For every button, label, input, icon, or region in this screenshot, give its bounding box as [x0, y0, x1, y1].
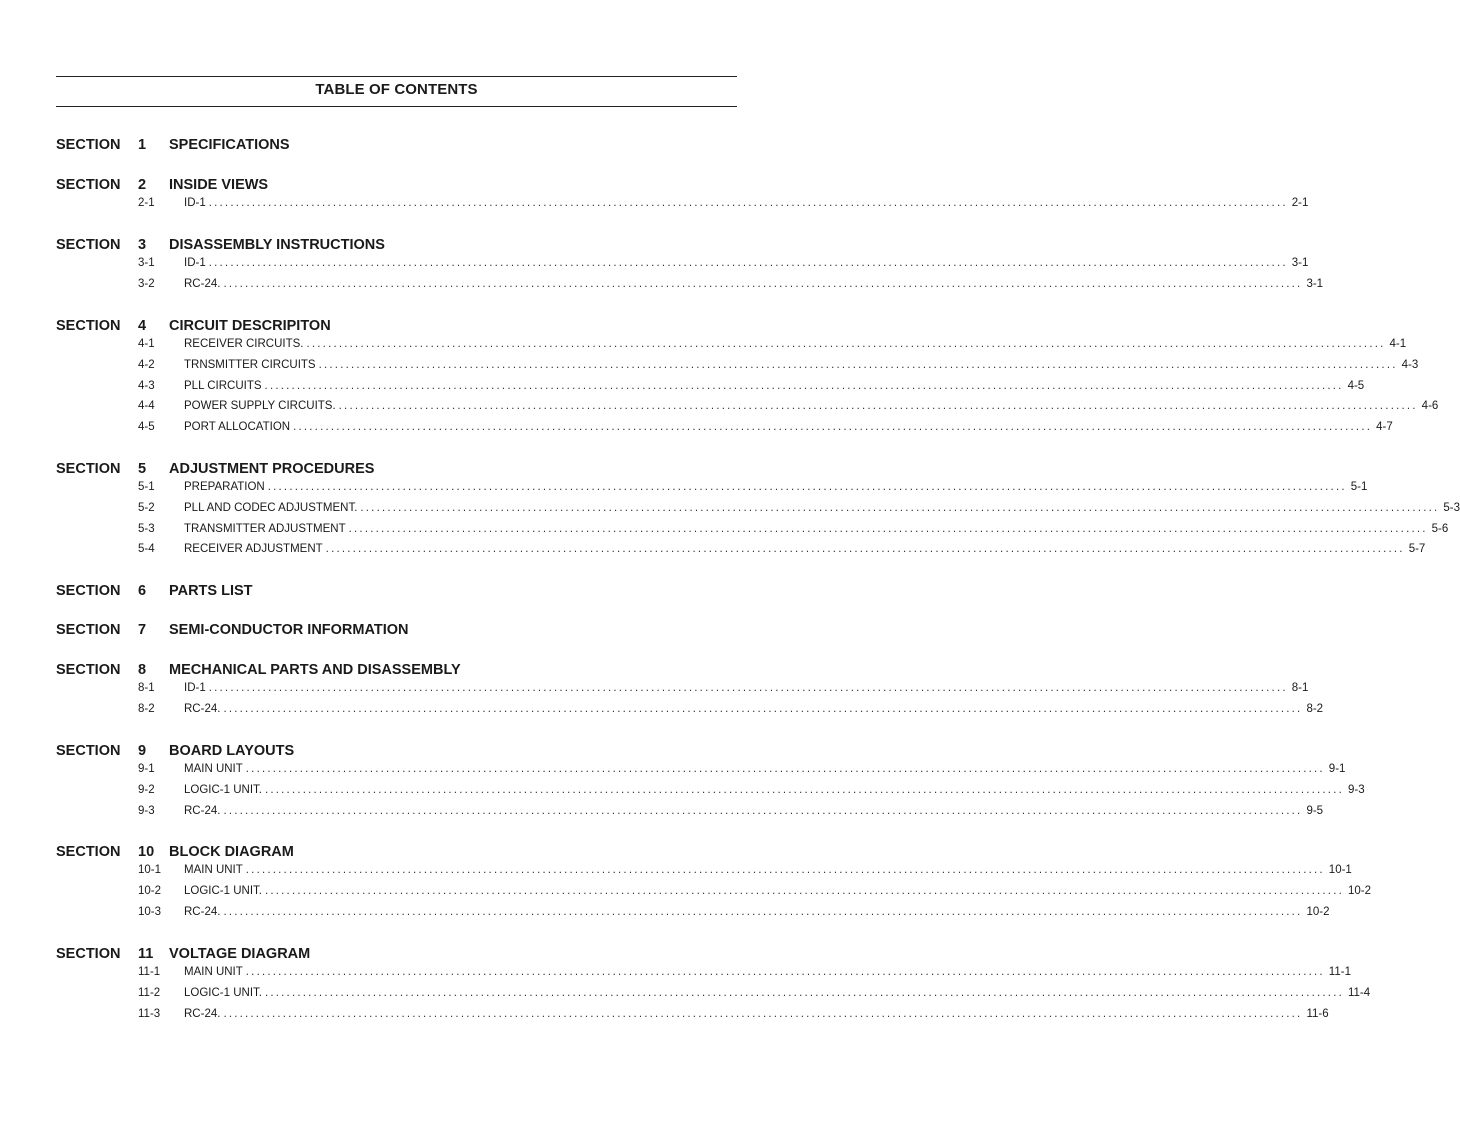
section-title: VOLTAGE DIAGRAM	[169, 946, 311, 962]
entry-line	[184, 257, 1309, 269]
entry-line	[184, 864, 1352, 876]
dot-leader: ........................................................................................................................................................................................................	[318, 358, 1398, 371]
entry-page: 3-1	[1306, 277, 1324, 290]
entry-page: 4-1	[1389, 338, 1407, 350]
entry-page: 10-1	[1328, 864, 1352, 876]
dot-leader: ........................................................................................................................................................................................................	[338, 400, 1418, 413]
entry-page: 5-3	[1443, 501, 1460, 514]
section-label: SECTION	[56, 743, 121, 759]
section-label: SECTION	[56, 137, 121, 153]
entry-number: 3-1	[138, 257, 155, 269]
entry-line	[184, 421, 1393, 434]
section-number: 7	[138, 622, 147, 638]
entry-number: 4-3	[138, 379, 155, 392]
page-title: TABLE OF CONTENTS	[315, 81, 478, 98]
entry-number: 9-3	[138, 804, 155, 817]
header-rule-top	[56, 76, 737, 77]
dot-leader: ........................................................................................................................................................................................................	[264, 783, 1344, 796]
entry-number: 5-3	[138, 522, 155, 535]
entry-line	[184, 804, 1324, 817]
entry-number: 4-1	[138, 338, 155, 350]
entry-line	[184, 277, 1324, 290]
section-number: 8	[138, 662, 147, 678]
entry-number: 10-2	[138, 884, 162, 897]
entry-number: 11-2	[138, 986, 161, 999]
section-number: 1	[138, 137, 147, 153]
entry-number: 11-3	[138, 1007, 161, 1020]
dot-leader: ........................................................................................................................................................................................................	[223, 1007, 1303, 1020]
entry-line	[184, 197, 1309, 209]
section-number: 10	[138, 844, 155, 860]
entry-page: 5-6	[1431, 522, 1449, 535]
entry-title: RC-24.	[184, 804, 221, 817]
entry-title: TRNSMITTER CIRCUITS	[184, 358, 316, 371]
entry-line	[184, 1007, 1329, 1020]
entry-line	[184, 501, 1460, 514]
entry-page: 9-1	[1328, 763, 1346, 775]
section-label: SECTION	[56, 461, 121, 477]
entry-line	[184, 966, 1351, 978]
entry-number: 3-2	[138, 277, 155, 290]
entry-line	[184, 481, 1368, 493]
entry-number: 5-2	[138, 501, 155, 514]
entry-title: MAIN UNIT	[184, 864, 243, 876]
dot-leader: ........................................................................................................................................................................................................	[293, 421, 1373, 434]
section-number: 6	[138, 583, 147, 599]
dot-leader: ........................................................................................................................................................................................................	[360, 501, 1440, 514]
entry-line	[184, 543, 1426, 556]
section-label: SECTION	[56, 318, 121, 334]
entry-number: 2-1	[138, 197, 155, 209]
entry-number: 10-3	[138, 905, 162, 918]
dot-leader: ........................................................................................................................................................................................................	[208, 257, 1288, 269]
entry-line	[184, 783, 1365, 796]
entry-page: 4-3	[1401, 358, 1419, 371]
dot-leader: ........................................................................................................................................................................................................	[208, 682, 1288, 694]
section-title: BLOCK DIAGRAM	[169, 844, 294, 860]
section-number: 3	[138, 237, 147, 253]
entry-page: 4-5	[1347, 379, 1365, 392]
entry-line	[184, 522, 1449, 535]
entry-page: 8-1	[1291, 682, 1309, 694]
dot-leader: ........................................................................................................................................................................................................	[245, 864, 1325, 876]
entry-number: 5-4	[138, 543, 155, 556]
dot-leader: ........................................................................................................................................................................................................	[223, 905, 1303, 918]
section-title: MECHANICAL PARTS AND DISASSEMBLY	[169, 662, 461, 678]
dot-leader: ........................................................................................................................................................................................................	[223, 702, 1303, 715]
entry-page: 11-4	[1347, 986, 1371, 999]
entry-title: LOGIC-1 UNIT.	[184, 986, 262, 999]
entry-number: 4-5	[138, 421, 155, 434]
dot-leader: ........................................................................................................................................................................................................	[245, 763, 1325, 775]
section-title: INSIDE VIEWS	[169, 177, 269, 193]
entry-title: RECEIVER CIRCUITS.	[184, 338, 304, 350]
entry-line	[184, 338, 1407, 350]
section-label: SECTION	[56, 622, 121, 638]
section-number: 2	[138, 177, 147, 193]
dot-leader: ........................................................................................................................................................................................................	[325, 543, 1405, 556]
entry-number: 11-1	[138, 966, 161, 978]
section-number: 9	[138, 743, 147, 759]
dot-leader: ........................................................................................................................................................................................................	[223, 277, 1303, 290]
entry-line	[184, 884, 1372, 897]
entry-number: 8-2	[138, 702, 155, 715]
dot-leader: ........................................................................................................................................................................................................	[264, 986, 1344, 999]
entry-page: 4-7	[1376, 421, 1393, 434]
entry-number: 8-1	[138, 682, 155, 694]
section-number: 4	[138, 318, 147, 334]
entry-page: 10-2	[1306, 905, 1330, 918]
section-label: SECTION	[56, 844, 121, 860]
dot-leader: ........................................................................................................................................................................................................	[223, 804, 1303, 817]
dot-leader: ........................................................................................................................................................................................................	[264, 379, 1344, 392]
entry-title: LOGIC-1 UNIT.	[184, 884, 262, 897]
entry-line	[184, 763, 1346, 775]
entry-title: LOGIC-1 UNIT.	[184, 783, 262, 796]
entry-line	[184, 379, 1365, 392]
dot-leader: ........................................................................................................................................................................................................	[245, 966, 1325, 978]
section-label: SECTION	[56, 177, 121, 193]
entry-title: RC-24.	[184, 905, 221, 918]
entry-page: 10-2	[1347, 884, 1372, 897]
entry-page: 11-1	[1328, 966, 1351, 978]
entry-title: PORT ALLOCATION	[184, 421, 291, 434]
section-title: CIRCUIT DESCRIPITON	[169, 318, 331, 334]
section-number: 5	[138, 461, 147, 477]
entry-page: 3-1	[1291, 257, 1309, 269]
entry-title: RC-24.	[184, 1007, 221, 1020]
entry-page: 8-2	[1306, 702, 1324, 715]
entry-title: RC-24.	[184, 277, 221, 290]
entry-title: MAIN UNIT	[184, 966, 243, 978]
section-title: PARTS LIST	[169, 583, 253, 599]
header-rule-bottom	[56, 106, 737, 107]
entry-title: ID-1	[184, 682, 206, 694]
section-title: SPECIFICATIONS	[169, 137, 290, 153]
entry-line	[184, 905, 1330, 918]
entry-title: ID-1	[184, 257, 206, 269]
dot-leader: ........................................................................................................................................................................................................	[264, 884, 1344, 897]
section-label: SECTION	[56, 662, 121, 678]
entry-title: PLL CIRCUITS	[184, 379, 262, 392]
entry-number: 9-2	[138, 783, 155, 796]
dot-leader: ........................................................................................................................................................................................................	[348, 522, 1428, 535]
entry-title: ID-1	[184, 197, 206, 209]
entry-title: POWER SUPPLY CIRCUITS.	[184, 400, 336, 413]
entry-page: 9-3	[1347, 783, 1365, 796]
entry-title: PLL AND CODEC ADJUSTMENT.	[184, 501, 358, 514]
entry-title: TRANSMITTER ADJUSTMENT	[184, 522, 346, 535]
entry-title: RECEIVER ADJUSTMENT	[184, 543, 323, 556]
entry-number: 9-1	[138, 763, 155, 775]
section-label: SECTION	[56, 237, 121, 253]
section-title: BOARD LAYOUTS	[169, 743, 295, 759]
entry-line	[184, 986, 1371, 999]
section-label: SECTION	[56, 946, 121, 962]
section-number: 11	[138, 946, 154, 962]
entry-line	[184, 682, 1309, 694]
entry-number: 10-1	[138, 864, 162, 876]
dot-leader: ........................................................................................................................................................................................................	[306, 338, 1386, 350]
section-title: DISASSEMBLY INSTRUCTIONS	[169, 237, 385, 253]
section-title: ADJUSTMENT PROCEDURES	[169, 461, 375, 477]
entry-line	[184, 702, 1324, 715]
entry-page: 5-1	[1350, 481, 1368, 493]
section-label: SECTION	[56, 583, 121, 599]
entry-line	[184, 400, 1439, 413]
entry-line	[184, 358, 1419, 371]
entry-page: 11-6	[1306, 1007, 1329, 1020]
section-title: SEMI-CONDUCTOR INFORMATION	[169, 622, 409, 638]
entry-page: 5-7	[1408, 543, 1426, 556]
entry-number: 5-1	[138, 481, 155, 493]
entry-page: 4-6	[1421, 400, 1439, 413]
entry-title: RC-24.	[184, 702, 221, 715]
entry-number: 4-4	[138, 400, 155, 413]
entry-page: 9-5	[1306, 804, 1324, 817]
entry-page: 2-1	[1291, 197, 1309, 209]
dot-leader: ........................................................................................................................................................................................................	[208, 197, 1288, 209]
entry-title: PREPARATION	[184, 481, 265, 493]
entry-number: 4-2	[138, 358, 155, 371]
dot-leader: ........................................................................................................................................................................................................	[267, 481, 1347, 493]
entry-title: MAIN UNIT	[184, 763, 243, 775]
